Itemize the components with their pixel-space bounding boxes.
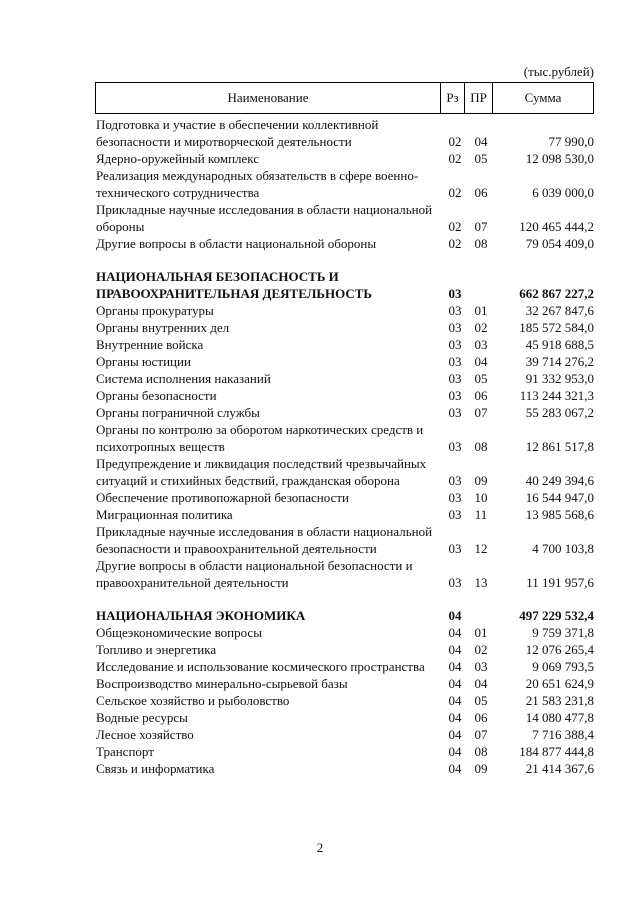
table-row: [96, 743, 594, 760]
row-rz: 03: [448, 439, 462, 454]
row-name: Прикладные научные исследования в области национальной безопасности и правоохранительной деятельности: [96, 524, 433, 556]
row-name: Связь и информатика: [96, 761, 215, 776]
row-amount: 9 069 793,5: [532, 659, 594, 674]
row-pr: 11: [474, 507, 488, 522]
table-row: [96, 336, 594, 353]
row-amount: 12 076 265,4: [525, 642, 594, 657]
page-number: 2: [316, 840, 324, 855]
row-name: Лесное хозяйство: [96, 727, 194, 742]
row-amount: 12 861 517,8: [525, 439, 594, 454]
row-pr: 10: [474, 490, 488, 505]
row-rz: 03: [448, 286, 462, 301]
row-rz: 03: [448, 490, 462, 505]
row-name: НАЦИОНАЛЬНАЯ БЕЗОПАСНОСТЬ И ПРАВООХРАНИТЕЛЬНАЯ ДЕЯТЕЛЬНОСТЬ: [96, 269, 373, 301]
row-name: Подготовка и участие в обеспечении коллективной безопасности и миротворческой деятельности: [96, 117, 379, 149]
row-amount: 662 867 227,2: [519, 286, 594, 301]
row-rz: 02: [448, 236, 462, 251]
row-amount: 79 054 409,0: [525, 236, 594, 251]
row-name: Миграционная политика: [96, 507, 233, 522]
row-pr: 07: [474, 219, 488, 234]
row-pr: 13: [474, 575, 488, 590]
row-pr: 06: [474, 185, 488, 200]
row-amount: 14 080 477,8: [525, 710, 594, 725]
row-amount: 20 651 624,9: [525, 676, 594, 691]
table-row: [96, 319, 594, 336]
row-pr: 03: [474, 337, 488, 352]
table-row: [96, 455, 594, 489]
table-row: [96, 387, 594, 404]
table-row: [96, 404, 594, 421]
row-name: Органы юстиции: [96, 354, 191, 369]
row-amount: 113 244 321,3: [519, 388, 594, 403]
row-name: Прикладные научные исследования в области национальной обороны: [96, 202, 433, 234]
row-pr: 02: [474, 642, 488, 657]
row-rz: 04: [448, 608, 462, 623]
table-row: [96, 760, 594, 777]
row-rz: 03: [448, 337, 462, 352]
row-amount: 13 985 568,6: [525, 507, 594, 522]
row-rz: 03: [448, 575, 462, 590]
table-row: [96, 167, 594, 201]
row-name: Другие вопросы в области национальной обороны: [96, 236, 377, 251]
row-name: Ядерно-оружейный комплекс: [96, 151, 260, 166]
row-amount: 120 465 444,2: [519, 219, 594, 234]
row-pr: 03: [474, 659, 488, 674]
row-name: Предупреждение и ликвидация последствий чрезвычайных ситуаций и стихийных бедствий, гражданская оборона: [96, 456, 427, 488]
row-name: Сельское хозяйство и рыболовство: [96, 693, 290, 708]
row-pr: 04: [474, 676, 488, 691]
row-amount: 16 544 947,0: [525, 490, 594, 505]
row-rz: 04: [448, 710, 462, 725]
section-row: [96, 268, 594, 302]
table-row: [96, 489, 594, 506]
row-rz: 04: [448, 659, 462, 674]
table-row: [96, 235, 594, 252]
table-row: [96, 523, 594, 557]
row-name: Органы безопасности: [96, 388, 217, 403]
row-name: Водные ресурсы: [96, 710, 188, 725]
row-pr: 05: [474, 371, 488, 386]
table-row: [96, 506, 594, 523]
table-row: [96, 692, 594, 709]
row-rz: 03: [448, 473, 462, 488]
table-row: [96, 353, 594, 370]
table-row: [96, 116, 594, 150]
row-rz: 03: [448, 303, 462, 318]
row-amount: 185 572 584,0: [519, 320, 594, 335]
row-pr: 02: [474, 320, 488, 335]
row-pr: 07: [474, 405, 488, 420]
row-rz: 04: [448, 744, 462, 759]
header-pr: ПР: [465, 83, 493, 113]
row-name: Органы по контролю за оборотом наркотических средств и психотропных веществ: [96, 422, 424, 454]
row-pr: 07: [474, 727, 488, 742]
row-amount: 55 283 067,2: [525, 405, 594, 420]
row-amount: 12 098 530,0: [525, 151, 594, 166]
row-name: Внутренние войска: [96, 337, 204, 352]
row-name: Органы пограничной службы: [96, 405, 260, 420]
row-amount: 77 990,0: [548, 134, 594, 149]
header-rz: Рз: [441, 83, 465, 113]
header-name: Наименование: [96, 83, 441, 113]
row-pr: 05: [474, 151, 488, 166]
table-row: [96, 709, 594, 726]
row-amount: 497 229 532,4: [519, 608, 594, 623]
table-row: [96, 150, 594, 167]
row-amount: 32 267 847,6: [525, 303, 594, 318]
row-rz: 03: [448, 371, 462, 386]
row-amount: 11 191 957,6: [526, 575, 594, 590]
table-row: [96, 302, 594, 319]
table-header: [95, 82, 594, 114]
row-pr: 09: [474, 473, 488, 488]
row-amount: 39 714 276,2: [525, 354, 594, 369]
row-amount: 9 759 371,8: [532, 625, 594, 640]
row-rz: 04: [448, 642, 462, 657]
row-pr: 09: [474, 761, 488, 776]
row-rz: 02: [448, 185, 462, 200]
row-name: Топливо и энергетика: [96, 642, 217, 657]
row-rz: 03: [448, 507, 462, 522]
row-amount: 184 877 444,8: [519, 744, 594, 759]
row-name: Общеэкономические вопросы: [96, 625, 262, 640]
row-rz: 02: [448, 219, 462, 234]
row-name: Транспорт: [96, 744, 154, 759]
row-rz: 03: [448, 320, 462, 335]
units-label: (тыс.рублей): [523, 64, 594, 79]
table-row: [96, 675, 594, 692]
row-name: Воспроизводство минерально-сырьевой базы: [96, 676, 348, 691]
row-pr: 08: [474, 744, 488, 759]
row-amount: 4 700 103,8: [532, 541, 594, 556]
row-rz: 03: [448, 541, 462, 556]
row-pr: 04: [474, 354, 488, 369]
section-row: [96, 607, 594, 624]
row-rz: 04: [448, 727, 462, 742]
row-rz: 02: [448, 134, 462, 149]
header-sum: Сумма: [524, 90, 562, 105]
row-name: Реализация международных обязательств в сфере военно-технического сотрудничества: [96, 168, 419, 200]
row-name: Обеспечение противопожарной безопасности: [96, 490, 349, 505]
table-row: [96, 726, 594, 743]
row-pr: 08: [474, 236, 488, 251]
row-amount: 45 918 688,5: [525, 337, 594, 352]
row-pr: 08: [474, 439, 488, 454]
row-name: Органы внутренних дел: [96, 320, 230, 335]
table-row: [96, 557, 594, 591]
row-amount: 6 039 000,0: [532, 185, 594, 200]
row-pr: 04: [474, 134, 488, 149]
row-name: Исследование и использование космического пространства: [96, 659, 425, 674]
row-pr: 01: [474, 625, 488, 640]
row-pr: 01: [474, 303, 488, 318]
table-row: [96, 641, 594, 658]
row-name: Другие вопросы в области национальной безопасности и правоохранительной деятельности: [96, 558, 413, 590]
table-row: [96, 370, 594, 387]
row-amount: 40 249 394,6: [525, 473, 594, 488]
row-name: Система исполнения наказаний: [96, 371, 271, 386]
table-row: [96, 421, 594, 455]
row-amount: 7 716 388,4: [532, 727, 594, 742]
row-rz: 02: [448, 151, 462, 166]
row-pr: 06: [474, 710, 488, 725]
row-rz: 04: [448, 625, 462, 640]
row-amount: 21 583 231,8: [525, 693, 594, 708]
row-rz: 04: [448, 693, 462, 708]
row-rz: 03: [448, 388, 462, 403]
row-pr: 12: [474, 541, 488, 556]
table-row: [96, 658, 594, 675]
row-rz: 03: [448, 354, 462, 369]
row-name: Органы прокуратуры: [96, 303, 214, 318]
row-name: НАЦИОНАЛЬНАЯ ЭКОНОМИКА: [96, 608, 306, 623]
budget-table-body: [96, 116, 594, 777]
row-pr: 05: [474, 693, 488, 708]
row-rz: 04: [448, 761, 462, 776]
row-rz: 03: [448, 405, 462, 420]
row-pr: 06: [474, 388, 488, 403]
row-amount: 91 332 953,0: [525, 371, 594, 386]
row-rz: 04: [448, 676, 462, 691]
row-amount: 21 414 367,6: [525, 761, 594, 776]
table-row: [96, 624, 594, 641]
table-row: [96, 201, 594, 235]
